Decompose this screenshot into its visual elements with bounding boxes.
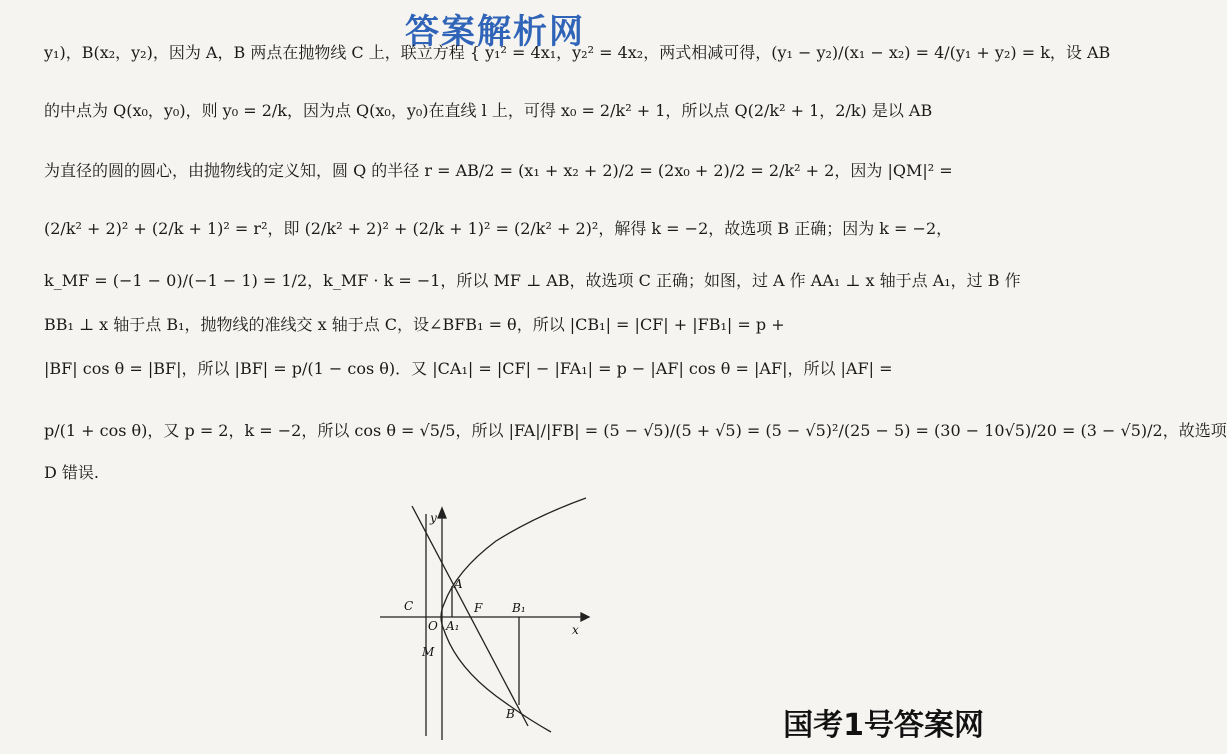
label-y: y (430, 511, 437, 525)
parabola-figure (376, 496, 596, 744)
label-b1: B₁ (512, 601, 526, 615)
solution-line-3: 为直径的圆的圆心，由抛物线的定义知，圆 Q 的半径 r = AB/2 = (x₁ + x₂ + 2)/2 = (2x₀ + 2)/2 = 2/k² + 2，因为 |QM|² = (44, 161, 953, 180)
label-f: F (474, 601, 483, 615)
solution-line-9: D 错误. (44, 463, 100, 482)
label-a1: A₁ (446, 619, 460, 633)
solution-line-6: BB₁ ⊥ x 轴于点 B₁，抛物线的准线交 x 轴于点 C，设∠BFB₁ = θ，所以 |CB₁| = |CF| + |FB₁| = p + (44, 315, 785, 334)
label-a: A (454, 577, 463, 591)
solution-line-4: (2/k² + 2)² + (2/k + 1)² = r²，即 (2/k² + 2)² + (2/k + 1)² = (2/k² + 2)²，解得 k = −2，故选项 B 正确；因为 k = −2， (44, 219, 953, 238)
label-b: B (506, 707, 515, 721)
label-m: M (422, 645, 435, 659)
x-axis-arrow (581, 613, 589, 621)
y-axis-arrow (438, 508, 446, 518)
solution-line-5: k_MF = (−1 − 0)/(−1 − 1) = 1/2，k_MF · k = −1，所以 MF ⊥ AB，故选项 C 正确；如图，过 A 作 AA₁ ⊥ x 轴于点 A₁，过 B 作 (44, 271, 1021, 290)
label-x: x (572, 623, 579, 637)
label-c: C (404, 599, 414, 613)
solution-line-2: 的中点为 Q(x₀，y₀)，则 y₀ = 2/k，因为点 Q(x₀，y₀)在直线 l 上，可得 x₀ = 2/k² + 1，所以点 Q(2/k² + 1，2/k) 是以 AB (44, 101, 933, 120)
parabola-curve (441, 498, 586, 732)
chord-line (412, 506, 528, 726)
header-watermark: 答案解析网 (405, 12, 585, 52)
footer-watermark: 国考1号答案网 (783, 708, 984, 743)
solution-line-8: p/(1 + cos θ)，又 p = 2，k = −2，所以 cos θ = √5/5，所以 |FA|/|FB| = (5 − √5)/(5 + √5) = (5 − √5)²/(25 − 5) = (30 − 10√5)/20 = (3 − √5)/2，故选项 (44, 421, 1227, 440)
solution-line-1: y₁)，B(x₂，y₂)，因为 A，B 两点在抛物线 C 上，联立方程 { y₁² = 4x₁，y₂² = 4x₂，两式相减可得，(y₁ − y₂)/(x₁ − x₂) = 4/(y₁ + y₂) = k，设 AB (44, 43, 1111, 62)
solution-line-7: |BF| cos θ = |BF|，所以 |BF| = p/(1 − cos θ)．又 |CA₁| = |CF| − |FA₁| = p − |AF| cos θ = |AF|，所以 |AF| = (44, 359, 893, 378)
label-o: O (428, 619, 438, 633)
